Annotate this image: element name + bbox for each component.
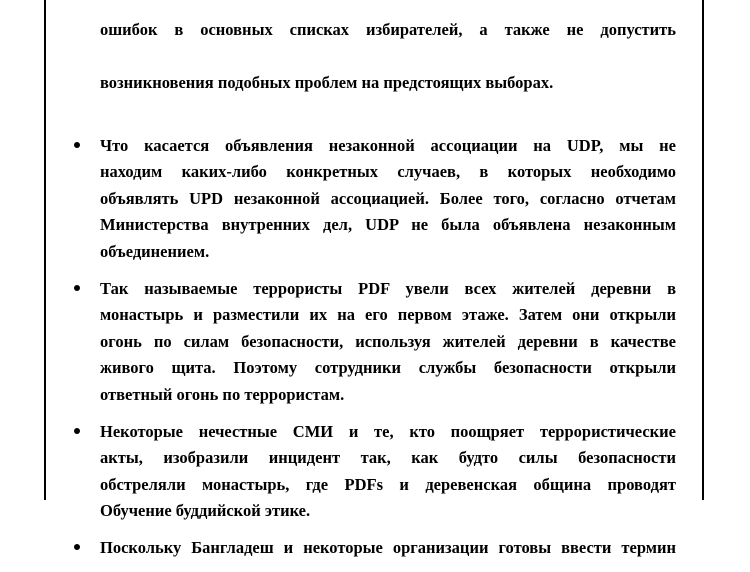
text-line: огонь по силам безопасности, используя жителей деревни в качестве	[100, 331, 676, 351]
text-line: Некоторые нечестные СМИ и те, кто поощряет террористические	[100, 421, 676, 441]
text-line: Что касается объявления незаконной ассоциации на UDP, мы не	[100, 135, 676, 155]
bullet-item-media	[100, 419, 676, 525]
text-line: Министерства внутренних дел, UDP не была объявлена незаконным	[100, 215, 676, 234]
bullet-icon	[74, 142, 80, 148]
bullet-item-bangladesh	[100, 535, 676, 562]
bullet-icon	[74, 285, 80, 291]
text-line: акты, изобразили инцидент так, как будто силы безопасности	[100, 448, 676, 467]
text-line: ошибок в основных списках избирателей, а также не допустить	[100, 19, 676, 39]
text-line: Обучение буддийской этике.	[100, 501, 311, 520]
text-line: Поскольку Бангладеш и некоторые организации готовы ввести термин	[100, 538, 676, 557]
text-line: живого щита. Поэтому сотрудники службы безопасности открыли	[100, 358, 676, 377]
bullet-icon	[74, 428, 80, 434]
bullet-item-udp	[100, 133, 676, 266]
text-line: находим каких-либо конкретных случаев, в которых необходимо	[100, 162, 676, 181]
text-line: ответный огонь по террористам.	[100, 384, 345, 404]
bullet-item-pdf-terrorists	[100, 276, 676, 409]
text-line: монастырь и разместили их на его первом этаже. Затем они открыли	[100, 305, 676, 324]
text-line: объединением.	[100, 241, 210, 261]
continued-paragraph	[100, 0, 676, 123]
text-line: возникновения подобных проблем на предстоящих выборах.	[100, 72, 554, 92]
text-line: обстреляли монастырь, где PDFs и деревенская община проводят	[100, 474, 676, 494]
text-line: Так называемые террористы PDF увели всех жителей деревни в	[100, 278, 676, 298]
document-body	[100, 0, 676, 572]
text-line: объявлять UPD незаконной ассоциацией. Более того, согласно отчетам	[100, 188, 676, 208]
bullet-icon	[74, 544, 80, 550]
